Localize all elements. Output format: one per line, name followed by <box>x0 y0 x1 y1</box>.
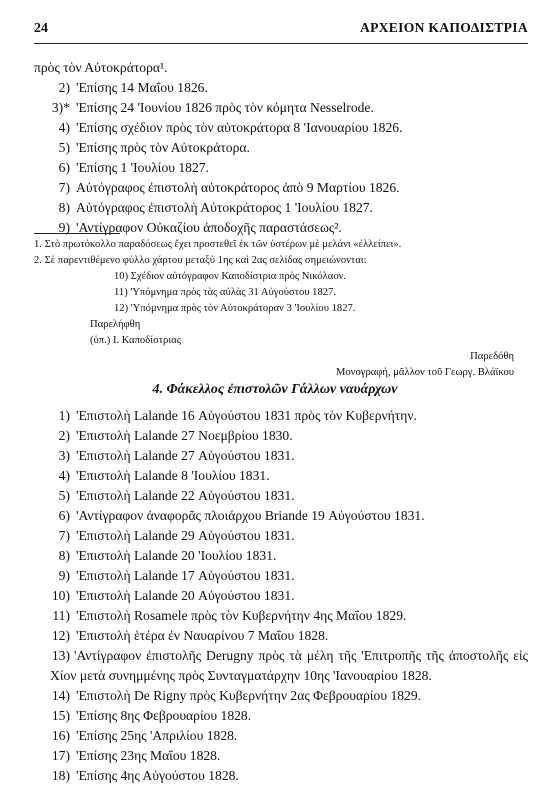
list-item <box>34 586 528 606</box>
received-note: Παρελήφθη <box>90 319 141 330</box>
list-item <box>34 726 528 746</box>
item-text: 'Επίσης 25ης 'Απριλίου 1828. <box>76 728 238 743</box>
item-text: 'Επιστολὴ Lalande 22 Αὐγούστου 1831. <box>76 488 295 503</box>
list-item <box>34 466 528 486</box>
item-text: 'Επίσης 4ης Αὐγούστου 1828. <box>76 768 239 783</box>
item-number: 17) <box>51 748 70 763</box>
item-number: 8) <box>58 548 70 563</box>
item-text: 'Αντίγραφον ἐπιστολῆς Derugny πρὸς τὰ μέλη τῆς 'Επιτροπῆς τῆς ἀποστολῆς εἰς Χίον μετὰ συνημμένης πρὸς Συνταγματάρχην 10ης 'Ιανουαρίου 1828. <box>50 648 528 683</box>
item-number: 1) <box>58 408 70 423</box>
item-number: 4) <box>58 120 70 135</box>
item-number: 18) <box>51 768 70 783</box>
list-item <box>34 566 528 586</box>
list-item <box>34 406 528 426</box>
list-item <box>34 118 528 138</box>
delivered-note: Παρεδόθη <box>470 351 514 362</box>
item-text: 'Επιστολὴ Lalande 16 Αὐγούστου 1831 πρὸς τὸν Κυβερνήτην. <box>76 408 417 423</box>
list-item <box>34 526 528 546</box>
item-text: 'Επιστολὴ ἑτέρα ἐν Ναυαρίνου 7 Μαΐου 1828. <box>76 628 329 643</box>
item-number: 6) <box>58 508 70 523</box>
list-item <box>34 766 528 786</box>
footnote-sub-item: 10) Σχέδιον αὐτόγραφον Καποδίστρια πρὸς Νικόλαον. <box>114 271 347 282</box>
item-text: 'Επίσης πρὸς τὸν Αὐτοκράτορα. <box>76 140 250 155</box>
item-number: 6) <box>58 160 70 175</box>
document-list-1 <box>34 58 528 238</box>
list-item <box>34 686 528 706</box>
list-item <box>34 626 528 646</box>
item-number: 14) <box>51 688 70 703</box>
item-number: 7) <box>58 528 70 543</box>
item-text: Αὐτόγραφος ἐπιστολὴ Αὐτοκράτορος 1 'Ιουλίου 1827. <box>76 200 373 215</box>
list-item-wrapped <box>34 646 528 686</box>
item-number: 13) <box>51 648 70 663</box>
signature-note: (ὑπ.) Ι. Καποδίστριας <box>90 335 181 346</box>
item-number: 12) <box>51 628 70 643</box>
monogram-note: Μονογραφή, μᾶλλον τοῦ Γεωργ. Βλάϊκου <box>335 367 514 378</box>
item-text: 'Επιστολὴ De Rigny πρὸς Κυβερνήτην 2ας Φεβρουαρίου 1829. <box>76 688 422 703</box>
item-number: 5) <box>58 488 70 503</box>
item-number: 9) <box>58 568 70 583</box>
header-rule <box>34 43 528 44</box>
page-header <box>34 20 528 42</box>
footnote-1: 1. Στὸ πρωτόκολλο παραδόσεως ἔχει προστεθεῖ ἐκ τῶν ὑστέρων μὲ μελάνι «ἐλλείπει». <box>34 239 402 250</box>
document-list-2 <box>34 406 528 786</box>
list-item <box>34 486 528 506</box>
item-number: 2) <box>58 80 70 95</box>
item-number: 11) <box>52 608 70 623</box>
item-number: 3)* <box>51 100 70 115</box>
list-item <box>34 446 528 466</box>
item-text: 'Επιστολὴ Lalande 17 Αὐγούστου 1831. <box>76 568 295 583</box>
item-text: Αὐτόγραφος ἐπιστολὴ αὐτοκράτορος ἀπὸ 9 Μαρτίου 1826. <box>76 180 400 195</box>
item-text: 'Επιστολὴ Lalande 20 Αὐγούστου 1831. <box>76 588 295 603</box>
list-item <box>34 506 528 526</box>
item-text: 'Επιστολὴ Lalande 29 Αὐγούστου 1831. <box>76 528 295 543</box>
list-item <box>34 746 528 766</box>
footnote-sub-item: 11) 'Υπόμνημα πρὸς τὰς αὐλὰς 31 Αὐγούστου 1827. <box>114 287 336 298</box>
list-item <box>34 78 528 98</box>
item-number: 4) <box>58 468 70 483</box>
item-number: 9) <box>58 220 70 235</box>
footnote-rule <box>34 233 120 234</box>
list-item <box>34 138 528 158</box>
list-item <box>34 706 528 726</box>
item-text: 'Επίσης 23ης Μαΐου 1828. <box>76 748 221 763</box>
item-text: 'Επιστολὴ Lalande 8 'Ιουλίου 1831. <box>76 468 270 483</box>
continuation-line: πρὸς τὸν Αὐτοκράτορα¹. <box>34 60 168 75</box>
page-number: 24 <box>34 21 48 36</box>
list-item <box>34 178 528 198</box>
section-heading: 4. Φάκελλος ἐπιστολῶν Γάλλων ναυάρχων <box>152 382 398 397</box>
item-text: 'Αντίγραφον ἀναφορᾶς πλοιάρχου Briande 19 Αὐγούστου 1831. <box>76 508 425 523</box>
list-item <box>34 158 528 178</box>
item-number: 5) <box>58 140 70 155</box>
item-text: 'Επίσης σχέδιον πρὸς τὸν αὐτοκράτορα 8 'Ιανουαρίου 1826. <box>76 120 403 135</box>
item-text: 'Επίσης 24 'Ιουνίου 1826 πρὸς τὸν κόμητα Nesselrode. <box>76 100 374 115</box>
item-text: 'Επίσης 1 'Ιουλίου 1827. <box>76 160 209 175</box>
item-number: 10) <box>51 588 70 603</box>
list-item <box>34 606 528 626</box>
item-text: 'Επιστολὴ Rosamele πρὸς τὸν Κυβερνήτην 4ης Μαΐου 1829. <box>76 608 407 623</box>
list-item <box>34 198 528 218</box>
item-number: 15) <box>51 708 70 723</box>
list-item <box>34 98 528 118</box>
item-number: 8) <box>58 200 70 215</box>
running-title: ΑΡΧΕΙΟΝ ΚΑΠΟΔΙΣΤΡΙΑ <box>359 20 528 35</box>
footnote-sub-item: 12) 'Υπόμνημα πρὸς τὸν Αὐτοκράτοραν 3 'Ιουλίου 1827. <box>114 303 356 314</box>
item-number: 16) <box>51 728 70 743</box>
item-text: 'Επιστολὴ Lalande 27 Αὐγούστου 1831. <box>76 448 295 463</box>
item-number: 2) <box>58 428 70 443</box>
item-text: 'Επιστολὴ Lalande 27 Νοεμβρίου 1830. <box>76 428 293 443</box>
list-item <box>34 546 528 566</box>
item-text: 'Επίσης 14 Μαΐου 1826. <box>76 80 208 95</box>
item-number: 7) <box>58 180 70 195</box>
list-item <box>34 218 528 238</box>
item-number: 3) <box>58 448 70 463</box>
footnotes <box>34 237 528 381</box>
item-text: 'Επίσης 8ης Φεβρουαρίου 1828. <box>76 708 252 723</box>
footnote-2: 2. Σὲ παρεντιθέμενο φύλλο χάρτου μεταξὺ 1ης καὶ 2ας σελίδας σημειώνονται: <box>34 255 367 266</box>
list-item <box>34 426 528 446</box>
item-text: 'Αντίγραφον Οὐκαζίου ἀποδοχῆς παραστάσεως². <box>76 220 342 235</box>
item-text: 'Επιστολὴ Lalande 20 'Ιουλίου 1831. <box>76 548 277 563</box>
